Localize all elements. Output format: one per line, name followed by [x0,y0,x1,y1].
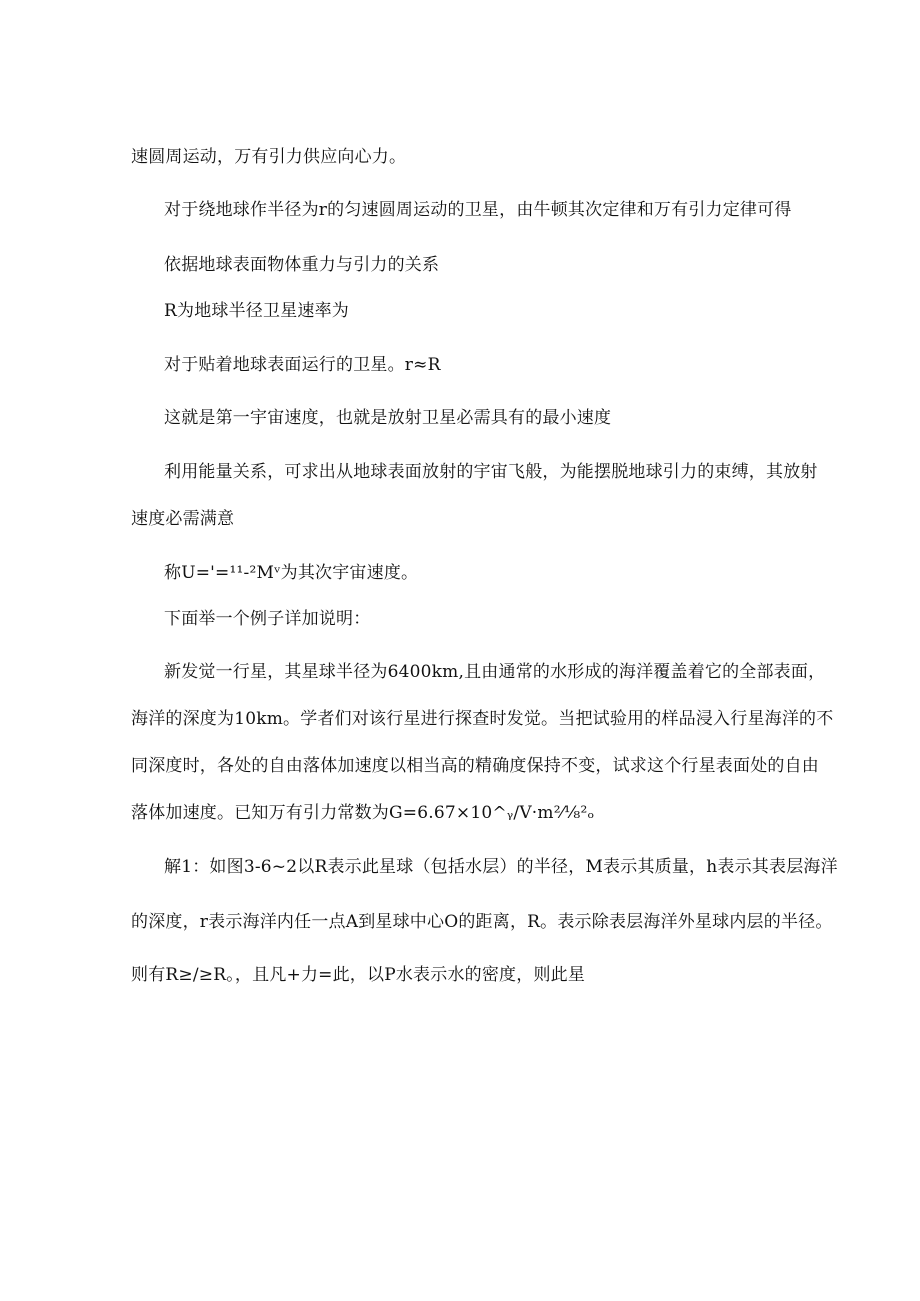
text-line-9: 称U='=¹¹-²Mᵛ为其次宇宙速度。 [164,563,419,583]
text-line-11: 新发觉一行星，其星球半径为6400km,且由通常的水形成的海洋覆盖着它的全部表面， [164,662,826,682]
text-line-4: R为地球半径卫星速率为 [164,301,349,321]
text-line-13: 同深度时，各处的自由落体加速度以相当高的精确度保持不变，试求这个行星表面处的自由 [131,756,819,776]
text-line-15: 解1：如图3-6~2以R表示此星球（包括水层）的半径，M表示其质量，h表示其表层海洋 [164,857,838,877]
text-line-7: 利用能量关系，可求出从地球表面放射的宇宙飞般，为能摆脱地球引力的束缚，其放射 [164,462,818,482]
text-line-17: 则有R≥∕≥R。，且凡+力=此，以P水表示水的密度，则此星 [131,965,586,985]
text-line-16: 的深度，r表示海洋内任一点A到星球中心O的距离，R。表示除表层海洋外星球内层的半径。 [131,912,833,932]
text-line-1: 速圆周运动，万有引力供应向心力。 [131,147,407,167]
text-line-14: 落体加速度。已知万有引力常数为G=6.67×10^ᵧ∕V·m²⁄⅛²ₒ [131,803,595,823]
text-line-12: 海洋的深度为10km。学者们对该行星进行探查时发觉。当把试验用的样品浸入行星海洋的不 [131,709,834,729]
text-line-6: 这就是第一宇宙速度，也就是放射卫星必需具有的最小速度 [164,408,612,428]
text-line-3: 依据地球表面物体重力与引力的关系 [164,255,440,275]
text-line-8: 速度必需满意 [131,509,235,529]
text-line-2: 对于绕地球作半径为r的匀速圆周运动的卫星，由牛顿其次定律和万有引力定律可得 [164,200,792,220]
text-line-5: 对于贴着地球表面运行的卫星。r≈R [164,355,441,375]
text-line-10: 下面举一个例子详加说明： [164,609,371,629]
